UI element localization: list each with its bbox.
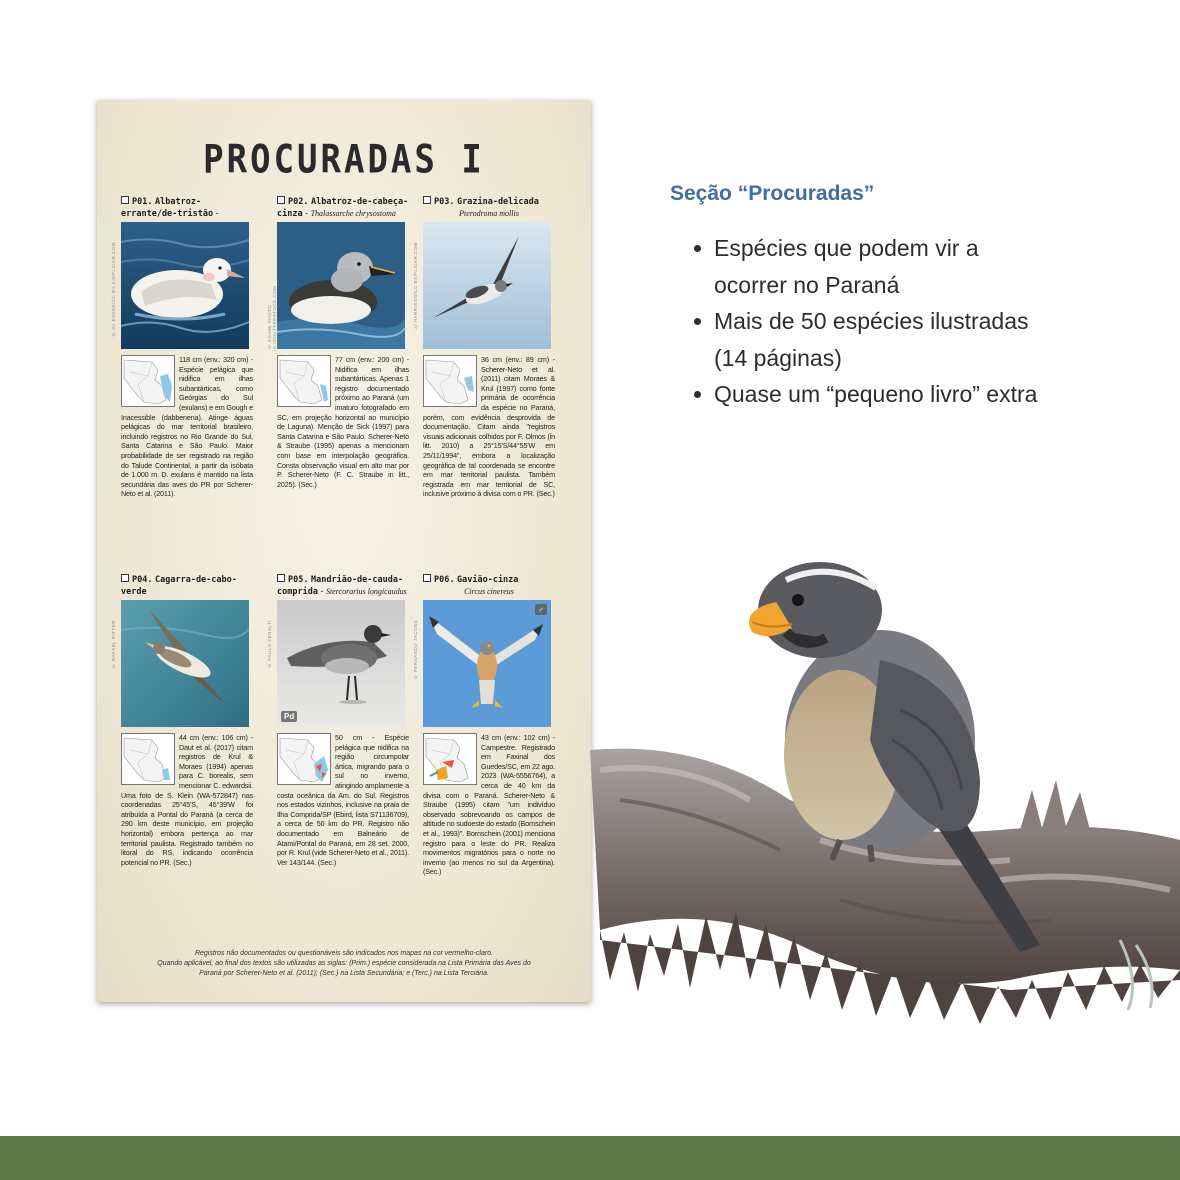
distribution-map [277,355,331,407]
checkbox[interactable] [121,196,129,204]
checkbox[interactable] [423,196,431,204]
photo-credit: © FERNANDO JACOBS [413,620,418,680]
photo-credit: © DJ EVANS/CC BY 2.0/FLICKR.COM [111,242,116,337]
species-description: 118 cm (env.: 320 cm) - Espécie pelágica que nidifica em ilhas subantárticas, como Geórgias do Sul (exulans) e em Gough e Inacessible (dabbenena). Atinge águas pelágicas do mar territorial brasileiro, incluindo registros no Rio Grande do Sul, Santa Catarina e São Paulo. Maior probabilidade de ser registrado na região do Talude Continental, a partir da isóbata de 1.000 m. D. exulans é mantido na lista secundária das aves do PR por Scherer-Neto et al. (2011). [121,355,253,499]
species-card-p04 [111,574,253,867]
species-description: 43 cm (env.: 102 cm) - Campestre. Registrado em Faxinal dos Guedes/SC, em 22 ago. 2023 (WA-5556764), a cerca de 40 km da divisa com o Paraná. Scherer-Neto & Straube (1995) citam "um indivíduo observado sobrevoando os campos de altitude no sudoeste do estado (Bornschein et al., 1993)". Bornschein (2001) menciona registro para o leste do PR. Realiza movimentos migratórios para o norte no inverno (ao menos no sul da Argentina). (Sec.) [423,733,555,877]
distribution-map [121,733,175,785]
feature-list [690,230,1050,413]
species-photo [111,222,249,349]
booklet-page [97,100,591,1002]
species-photo [267,600,405,727]
checkbox[interactable] [423,574,431,582]
species-header: P01. Albatroz-errante/de-tristão - [121,197,219,219]
page-title: PROCURADAS I [203,137,485,183]
bird-on-branch-image [580,540,1180,1040]
footer-band [0,1136,1180,1180]
species-card-p01 [111,196,253,499]
feature-item: Espécies que podem vir a ocorrer no Paraná [690,230,1050,303]
distribution-map [423,355,477,407]
photo-credit: © PAULO FENALTI [267,620,272,669]
distribution-map [121,355,175,407]
species-card-p05 [267,574,409,867]
species-header: P04. Cagarra-de-cabo-verde [121,575,237,597]
feature-item: Mais de 50 espécies ilustradas (14 páginas) [690,303,1050,376]
species-card-p03 [413,196,555,499]
photo-credit: JJ HARRISON/CC BY/FLICKR.COM [413,242,418,330]
page-footer-note: Registros não documentados ou questionáveis são indicados nos mapas na cor vermelho-claro. Quando aplicável, ao final dos textos são utilizadas as siglas: (Prim.) espécie considerada na Lista Primária das Aves do Paraná por Scherer-Neto et al. (2011); (Sec.) na Lista Secundária; e (Terc.) na Lista Terciária. [157,950,531,977]
male-symbol-icon: ♂ [535,604,547,615]
distribution-map [423,733,477,785]
species-photo [111,600,249,727]
species-card-p02 [267,196,409,489]
species-photo [267,222,405,349]
species-description: 44 cm (env.: 106 cm) - Daut et al. (2017) citam registros de Krul & Moraes (1994) apenas para C. borealis, sem mencionar C. edwardsii. Uma foto de S. Klein (WA-572847) nas coordenadas 25°45'S, 45°39'W foi atribuída a Pontal do Paraná (a cerca de 290 km deste município, em projeção horizontal) embora pertença ao mar territorial paulista. Registrado também no litoral do RS, indicando ocorrência potencial no PR. (Sec.) [121,733,253,867]
species-header: P02. Albatroz-de-cabeça-cinza - Thalassarche chrysostoma [277,197,409,219]
section-title: Seção “Procuradas” [670,182,875,205]
species-photo [413,222,551,349]
species-header: P06. Gavião-cinza Circus cinereus [423,574,555,598]
species-card-p06 [413,574,555,877]
species-description: 50 cm - Espécie pelágica que nidifica na região circumpolar ártica, migrando para o sul no inverno, atingindo amplamente a costa oceânica da Am. do Sul. Registros nos estados vizinhos, inclusive na praia de Ilha Comprida/SP (Ebird, lista S71136709), a cerca de 50 km do PR. Registro não documentado em Balneário de Atami/Pontal do Paraná, em 28 set. 2000, por R. Krul (vide Scherer-Neto et al., 2011). Ver 143/144. (Sec.) [277,733,409,867]
photo-credit: © AGAMI PHOTO A./SHUTTERSTOCK.COM [267,285,277,349]
species-header: P03. Grazina-delicada Pterodroma mollis [423,196,555,220]
checkbox[interactable] [277,196,285,204]
photo-tag: Pd [281,711,297,722]
distribution-map [277,733,331,785]
checkbox[interactable] [121,574,129,582]
feature-item: Quase um “pequeno livro” extra [690,376,1050,413]
checkbox[interactable] [277,574,285,582]
species-header: P05. Mandrião-de-cauda-comprida - Stercorarius longicaudus [277,575,407,597]
species-description: 77 cm (env.: 200 cm) - Nidifica em ilhas subantárticas. Apenas 1 registro documentado próximo ao Paraná (um imaturo fotografado em SC, em projeção horizontal ao município de Laguna). Menção de Sick (1997) para Santa Catarina e São Paulo. Scherer-Neto & Straube (1995) apenas a mencionam com base em interpolação geográfica. Consta observação visual em alto mar por P. Scherer-Neto (F. C. Straube in litt., 2025). (Sec.) [277,355,409,489]
species-description: 36 cm (env.: 89 cm) - Scherer-Neto et al. (2011) citam Moraes & Krul (1997) como fonte primária de ocorrência da espécie no Paraná, porém, com evidência desprovida de documentação. Citam ainda "registros visuais adicionais colhidos por F. Olmos (in litt. 2010) a 25°15'S/44°55'W em 25/11/1994", embora a localização geográfica de tal coordenada se encontre em mar territorial paulista. Também registrada em mar territorial de SC, inclusive próximo à divisa com o PR. (Sec.) [423,355,555,499]
photo-credit: © RAFAEL RITTER [111,620,116,669]
species-photo [413,600,551,727]
